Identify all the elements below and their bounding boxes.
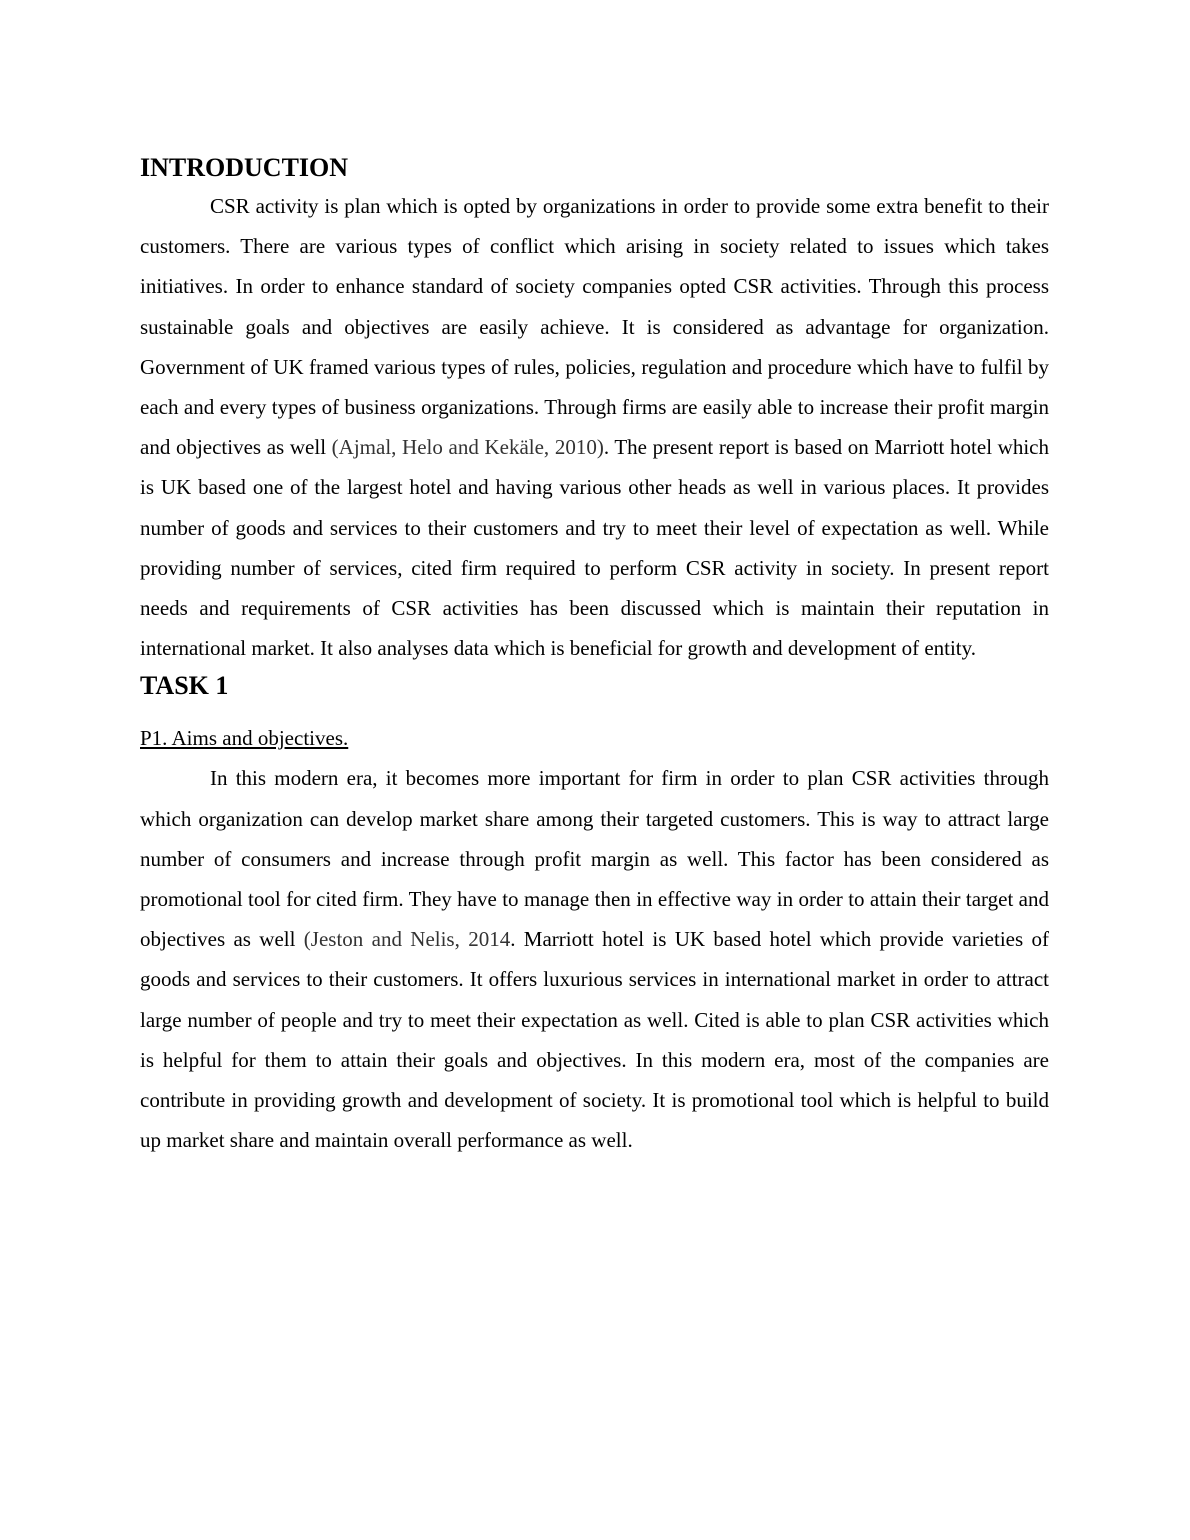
task1-text-2: . Marriott hotel is UK based hotel which provide varieties of goods and services to their customers. It offers luxurious services in international market in order to attract large number of people and try to meet their expectation as well. Cited is able to plan CSR activities which is helpful for them to attain their goals and objectives. In this modern era, most of the companies are contribute in providing growth and development of society. It is promotional tool which is helpful to build up market share and maintain overall performance as well. [140,927,1049,1153]
task1-text-1: In this modern era, it becomes more important for firm in order to plan CSR activities through which organization can develop market share among their targeted customers. This is way to attract large number of consumers and increase through profit margin as well. This factor has been considered as promotional tool for cited firm. They have to manage then in effective way in order to attain their target and objectives as well [140,766,1049,952]
introduction-text-2: . The present report is based on Marriott hotel which is UK based one of the largest hotel and having various other heads as well in various places. It provides number of goods and services to their customers and try to meet their level of expectation as well. While providing number of services, cited firm required to perform CSR activity in society. In present report needs and requirements of CSR activities has been discussed which is maintain their reputation in international market. It also analyses data which is beneficial for growth and development of entity. [140,435,1049,661]
introduction-text-1: CSR activity is plan which is opted by organizations in order to provide some extra benefit to their customers. There are various types of conflict which arising in society related to issues which takes initiatives. In order to enhance standard of society companies opted CSR activities. Through this process sustainable goals and objectives are easily achieve. It is considered as advantage for organization. Government of UK framed various types of rules, policies, regulation and procedure which have to fulfil by each and every types of business organizations. Through firms are easily able to increase their profit margin and objectives as well [140,194,1049,460]
task1-citation: (Jeston and Nelis, 2014 [303,927,511,952]
task1-subheading: P1. Aims and objectives. [140,726,349,751]
introduction-paragraph [140,186,1049,668]
task1-heading: TASK 1 [140,671,229,701]
introduction-citation: (Ajmal, Helo and Kekäle, 2010) [331,435,604,460]
task1-paragraph [140,758,1049,1160]
introduction-heading: INTRODUCTION [140,153,349,182]
document-page [140,150,1049,1160]
